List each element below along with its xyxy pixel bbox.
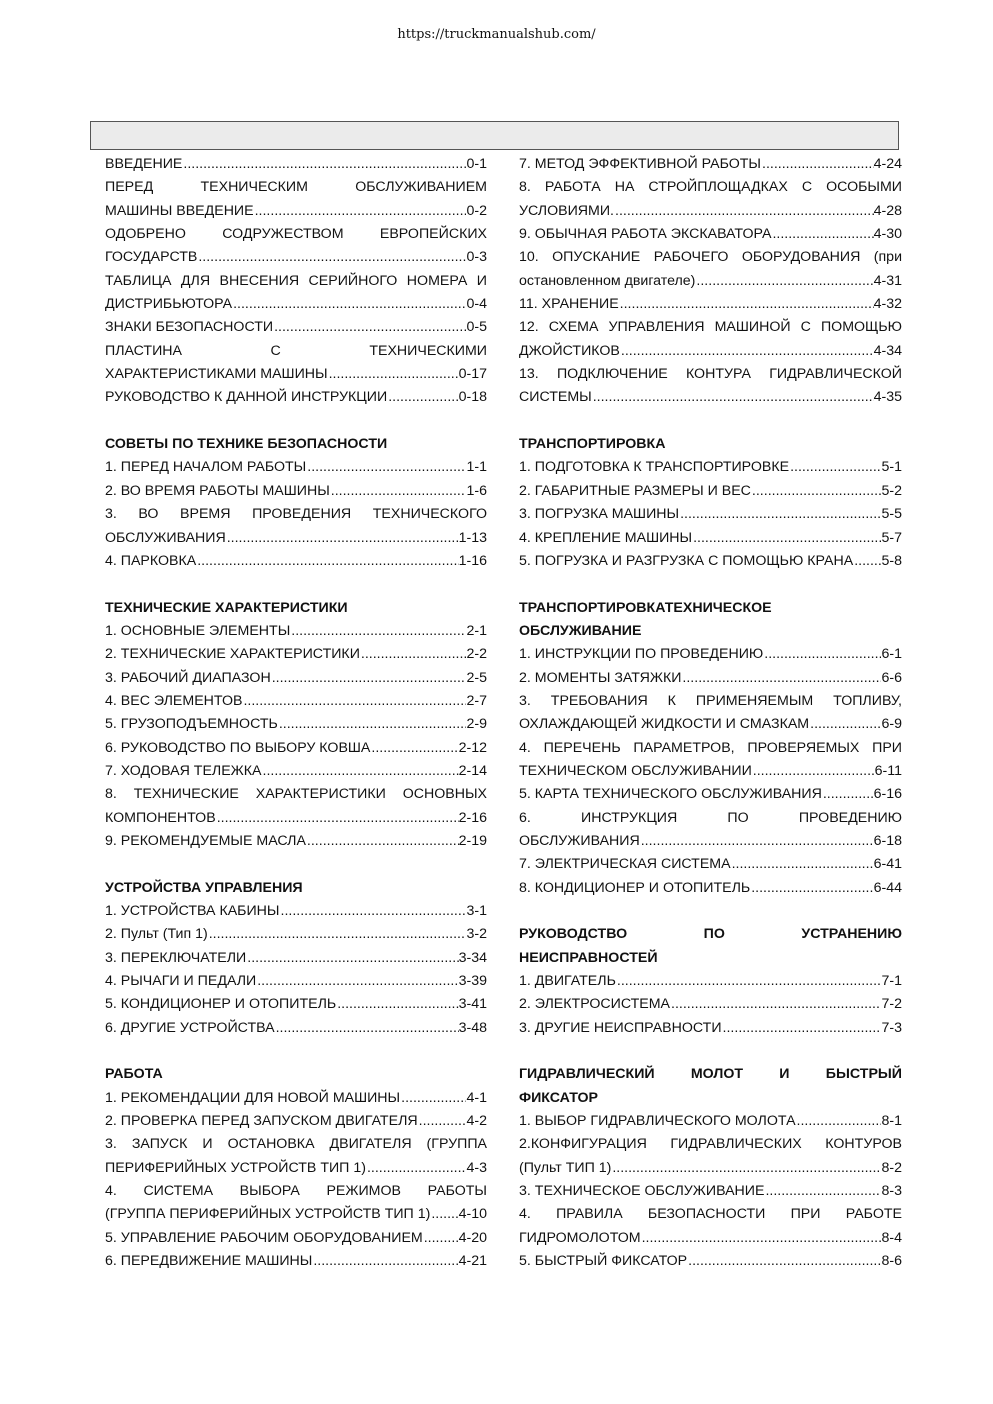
toc-page-number: 3-1: [466, 903, 487, 919]
toc-entry-title: 3. ДРУГИЕ НЕИСПРАВНОСТИ: [519, 1019, 722, 1036]
toc-page-number: 4-28: [873, 202, 902, 219]
toc-entry-title: 7. ХОДОВАЯ ТЕЛЕЖКА: [105, 762, 262, 779]
toc-page-number: 1-1: [466, 459, 487, 476]
toc-page-number: 0-3: [466, 249, 487, 266]
toc-entry-line[interactable]: 3. ТРЕБОВАНИЯ К ПРИМЕНЯЕМЫМ ТОПЛИВУ,: [519, 692, 902, 709]
section-gap: [105, 853, 487, 876]
toc-page-number: 6-11: [874, 762, 902, 779]
toc-entry-title: КОМПОНЕНТОВ: [105, 809, 216, 826]
toc-entry[interactable]: [519, 386, 902, 409]
section-heading: ТРАНСПОРТИРОВКА: [519, 436, 666, 453]
toc-entry[interactable]: [105, 246, 487, 269]
dot-leader: [751, 480, 882, 503]
toc-entry[interactable]: [105, 807, 487, 830]
dot-leader: [641, 1227, 882, 1250]
section-heading: ОБСЛУЖИВАНИЕ: [519, 622, 642, 639]
toc-page-number: 2-5: [466, 669, 487, 686]
toc-entry-title: 5. КАРТА ТЕХНИЧЕСКОГО ОБСЛУЖИВАНИЯ: [519, 786, 822, 803]
toc-entry-line[interactable]: 4. ПРАВИЛА БЕЗОПАСНОСТИ ПРИ РАБОТЕ: [519, 1206, 902, 1223]
toc-entry-title: 3. ПОГРУЗКА МАШИНЫ: [519, 506, 680, 523]
toc-page-number: 4-21: [458, 1253, 487, 1270]
toc-entry-title: 6. ПЕРЕДВИЖЕНИЕ МАШИНЫ: [105, 1253, 313, 1270]
toc-entry-title: 1. ВЫБОР ГИДРАВЛИЧЕСКОГО МОЛОТА: [519, 1113, 796, 1130]
dot-leader: [423, 1227, 459, 1250]
toc-page-number: 5-7: [881, 529, 902, 546]
dot-leader: [796, 1110, 882, 1133]
toc-entry-title: 2. ГАБАРИТНЫЕ РАЗМЕРЫ И ВЕС: [519, 482, 751, 499]
toc-entry-title: 2. ПРОВЕРКА ПЕРЕД ЗАПУСКОМ ДВИГАТЕЛЯ: [105, 1113, 418, 1130]
toc-entry-title: (ГРУППА ПЕРИФЕРИЙНЫХ УСТРОЙСТВ ТИП 1): [105, 1206, 431, 1223]
toc-page-number: 2-7: [466, 692, 487, 709]
section-heading: РАБОТА: [105, 1066, 163, 1083]
toc-entry-title: МАШИНЫ ВВЕДЕНИЕ: [105, 202, 254, 219]
toc-entry[interactable]: [519, 667, 902, 690]
toc-entry-title: ДЖОЙСТИКОВ: [519, 342, 620, 359]
toc-page-number: 3-2: [466, 926, 487, 943]
toc-entry-title: ТЕХНИЧЕСКОМ ОБСЛУЖИВАНИИ: [519, 762, 752, 779]
toc-page-number: 8-3: [881, 1183, 902, 1200]
toc-page-number: 1-6: [466, 482, 487, 499]
toc-entry-line[interactable]: 4. ПЕРЕЧЕНЬ ПАРАМЕТРОВ, ПРОВЕРЯЕМЫХ ПРИ: [519, 739, 902, 756]
dot-leader: [853, 550, 881, 573]
toc-entry-line[interactable]: ПЕРЕД ТЕХНИЧЕСКИМ ОБСЛУЖИВАНИЕМ: [105, 179, 487, 196]
toc-page-number: 4-35: [873, 389, 902, 406]
toc-entry[interactable]: [105, 1110, 487, 1133]
dot-leader: [232, 293, 466, 316]
toc-page-number: 2-19: [458, 832, 487, 849]
toc-entry[interactable]: [105, 620, 487, 643]
dot-leader: [763, 643, 881, 666]
toc-page-number: 4-31: [873, 272, 902, 289]
toc-page-number: 6-9: [881, 716, 902, 733]
toc-entry[interactable]: [105, 1087, 487, 1110]
dot-leader: [275, 1017, 459, 1040]
toc-page-number: 4-2: [466, 1113, 487, 1130]
toc-page-number: 0-2: [466, 202, 487, 219]
toc-entry-title: РУКОВОДСТВО К ДАННОЙ ИНСТРУКЦИИ: [105, 389, 388, 406]
section-gap: [105, 573, 487, 596]
section-heading: СОВЕТЫ ПО ТЕХНИКЕ БЕЗОПАСНОСТИ: [105, 436, 388, 453]
toc-entry-title: 2. МОМЕНТЫ ЗАТЯЖКИ: [519, 669, 682, 686]
toc-entry[interactable]: [105, 316, 487, 339]
toc-entry[interactable]: [105, 830, 487, 853]
toc-entry-title: 1. ПЕРЕД НАЧАЛОМ РАБОТЫ: [105, 459, 307, 476]
toc-entry-line[interactable]: ПЛАСТИНА С ТЕХНИЧЕСКИМИ: [105, 342, 487, 359]
toc-entry[interactable]: [519, 270, 902, 293]
dot-leader: [262, 760, 459, 783]
toc-page-number: 3-39: [458, 973, 487, 990]
dot-leader: [750, 877, 873, 900]
toc-page-number: 6-18: [873, 832, 902, 849]
dot-leader: [306, 830, 459, 853]
toc-entry-line[interactable]: 12. СХЕМА УПРАВЛЕНИЯ МАШИНОЙ С ПОМОЩЬЮ: [519, 319, 902, 336]
dot-leader: [692, 527, 881, 550]
toc-entry-title: 5. КОНДИЦИОНЕР И ОТОПИТЕЛЬ: [105, 996, 337, 1013]
dot-leader: [290, 620, 466, 643]
dot-leader: [681, 667, 881, 690]
dot-leader: [400, 1087, 466, 1110]
section-gap: [105, 410, 487, 433]
toc-entry-title: 11. ХРАНЕНИЕ: [519, 296, 619, 313]
dot-leader: [619, 293, 874, 316]
toc-entry-title: 1. РЕКОМЕНДАЦИИ ДЛЯ НОВОЙ МАШИНЫ: [105, 1089, 401, 1106]
toc-page-number: 3-48: [458, 1019, 487, 1036]
toc-page-number: 2-14: [458, 762, 487, 779]
toc-entry[interactable]: [519, 480, 902, 503]
toc-page-number: 4-24: [873, 156, 902, 172]
toc-entry-title: 5. ПОГРУЗКА И РАЗГРУЗКА С ПОМОЩЬЮ КРАНА: [519, 552, 854, 569]
toc-entry-title: ЗНАКИ БЕЗОПАСНОСТИ: [105, 319, 274, 336]
toc-entry[interactable]: [519, 550, 902, 573]
toc-entry-title: ДИСТРИБЬЮТОРА: [105, 296, 233, 313]
dot-leader: [336, 993, 458, 1016]
dot-leader: [246, 947, 458, 970]
toc-entry-title: 7. МЕТОД ЭФФЕКТИВНОЙ РАБОТЫ: [519, 156, 761, 172]
toc-entry[interactable]: [519, 1250, 902, 1273]
toc-entry-title: 5. ГРУЗОПОДЪЕМНОСТЬ: [105, 716, 278, 733]
toc-page-number: 6-6: [881, 669, 902, 686]
toc-entry-title: 4. ПАРКОВКА: [105, 552, 197, 569]
toc-entry[interactable]: [519, 527, 902, 550]
section-heading: ТЕХНИЧЕСКИЕ ХАРАКТЕРИСТИКИ: [105, 599, 348, 616]
toc-entry[interactable]: [519, 1227, 902, 1250]
dot-leader: [197, 246, 466, 269]
toc-entry[interactable]: [105, 153, 487, 176]
section-heading: РУКОВОДСТВО ПО УСТРАНЕНИЮ: [519, 926, 902, 943]
toc-page-number: 8-1: [881, 1113, 902, 1130]
toc-entry-title: 2. ЭЛЕКТРОСИСТЕМА: [519, 996, 671, 1013]
dot-leader: [789, 456, 881, 479]
toc-entry-line[interactable]: 8. ТЕХНИЧЕСКИЕ ХАРАКТЕРИСТИКИ ОСНОВНЫХ: [105, 786, 487, 803]
toc-entry[interactable]: [105, 947, 487, 970]
toc-page-number: 7-1: [881, 973, 902, 990]
toc-entry[interactable]: [105, 923, 487, 946]
toc-entry-line[interactable]: 3. ЗАПУСК И ОСТАНОВКА ДВИГАТЕЛЯ (ГРУППА: [105, 1136, 487, 1153]
toc-entry[interactable]: [519, 223, 902, 246]
toc-entry[interactable]: [519, 456, 902, 479]
dot-leader: [196, 550, 458, 573]
toc-entry[interactable]: [105, 200, 487, 223]
dot-leader: [614, 200, 874, 223]
toc-entry-title: 1. ОСНОВНЫЕ ЭЛЕМЕНТЫ: [105, 622, 291, 639]
dot-leader: [387, 386, 458, 409]
dot-leader: [256, 970, 458, 993]
toc-entry[interactable]: [105, 293, 487, 316]
toc-entry[interactable]: [519, 1110, 902, 1133]
toc-page-number: 0-4: [466, 296, 487, 313]
toc-entry[interactable]: [105, 760, 487, 783]
toc-page-number: 8-4: [881, 1229, 902, 1246]
toc-entry[interactable]: [105, 1157, 487, 1180]
toc-entry[interactable]: [519, 153, 902, 176]
toc-page-number: 5-8: [881, 552, 902, 569]
toc-entry[interactable]: [519, 970, 902, 993]
toc-entry[interactable]: [519, 760, 902, 783]
section-gap: [519, 410, 902, 433]
toc-entry-title: ОБСЛУЖИВАНИЯ: [105, 529, 226, 546]
toc-entry[interactable]: [105, 900, 487, 923]
dot-leader: [370, 737, 458, 760]
toc-entry[interactable]: [105, 456, 487, 479]
toc-page-number: 3-34: [458, 949, 487, 966]
toc-entry-title: 5. УПРАВЛЕНИЕ РАБОЧИМ ОБОРУДОВАНИЕМ: [105, 1229, 423, 1246]
toc-entry-title: 1. ДВИГАТЕЛЬ: [519, 973, 616, 990]
toc-entry-title: 3. ТЕХНИЧЕСКОЕ ОБСЛУЖИВАНИЕ: [519, 1183, 765, 1200]
toc-entry[interactable]: [519, 293, 902, 316]
toc-page-number: 4-10: [458, 1206, 487, 1223]
dot-leader: [366, 1157, 467, 1180]
toc-page-number: 0-1: [466, 156, 487, 172]
toc-entry-line[interactable]: 3. ВО ВРЕМЯ ПРОВЕДЕНИЯ ТЕХНИЧЕСКОГО: [105, 506, 487, 523]
toc-entry[interactable]: [105, 993, 487, 1016]
section-heading: ГИДРАВЛИЧЕСКИЙ МОЛОТ И БЫСТРЫЙ: [519, 1066, 902, 1083]
toc-entry-title: 2. ВО ВРЕМЯ РАБОТЫ МАШИНЫ: [105, 482, 330, 499]
toc-entry[interactable]: [105, 363, 487, 386]
toc-entry[interactable]: [105, 527, 487, 550]
toc-entry-title: 4. ВЕС ЭЛЕМЕНТОВ: [105, 692, 243, 709]
toc-entry-title: 2. ТЕХНИЧЕСКИЕ ХАРАКТЕРИСТИКИ: [105, 646, 360, 663]
dot-leader: [280, 900, 467, 923]
toc-entry-title: 9. РЕКОМЕНДУЕМЫЕ МАСЛА: [105, 832, 306, 849]
toc-entry-title: 1. УСТРОЙСТВА КАБИНЫ: [105, 903, 280, 919]
toc-right-column: [519, 153, 902, 1274]
toc-entry[interactable]: [519, 993, 902, 1016]
toc-entry-title: ОБСЛУЖИВАНИЯ: [519, 832, 640, 849]
toc-entry[interactable]: [519, 830, 902, 853]
toc-entry[interactable]: [519, 713, 902, 736]
toc-entry-title: ПЕРИФЕРИЙНЫХ УСТРОЙСТВ ТИП 1): [105, 1159, 366, 1176]
toc-entry-title: 4. КРЕПЛЕНИЕ МАШИНЫ: [519, 529, 693, 546]
toc-page-number: 2-9: [466, 716, 487, 733]
toc-entry-line[interactable]: ТАБЛИЦА ДЛЯ ВНЕСЕНИЯ СЕРИЙНОГО НОМЕРА И: [105, 272, 487, 289]
dot-leader: [679, 503, 881, 526]
toc-page-number: 8-6: [881, 1253, 902, 1270]
dot-leader: [360, 643, 467, 666]
toc-entry[interactable]: [105, 1227, 487, 1250]
toc-entry[interactable]: [105, 713, 487, 736]
toc-entry[interactable]: [519, 200, 902, 223]
dot-leader: [216, 807, 459, 830]
toc-entry-title: остановленном двигателе): [519, 272, 696, 289]
toc-entry-title: 2. Пульт (Тип 1): [105, 926, 208, 943]
section-gap: [105, 1040, 487, 1063]
toc-entry-title: ОХЛАЖДАЮЩЕЙ ЖИДКОСТИ И СМАЗКАМ: [519, 716, 810, 733]
section-heading: ТРАНСПОРТИРОВКАТЕХНИЧЕСКОЕ: [519, 599, 772, 616]
toc-entry[interactable]: [519, 1017, 902, 1040]
dot-leader: [771, 223, 873, 246]
toc-page-number: 4-34: [873, 342, 902, 359]
toc-entry-title: УСЛОВИЯМИ.: [519, 202, 614, 219]
toc-page-number: 0-17: [458, 366, 487, 383]
toc-page-number: 7-2: [881, 996, 902, 1013]
toc-entry-line[interactable]: 4. СИСТЕМА ВЫБОРА РЕЖИМОВ РАБОТЫ: [105, 1183, 487, 1200]
dot-leader: [722, 1017, 882, 1040]
toc-page-number: 3-41: [458, 996, 487, 1013]
toc-page-number: 2-16: [458, 809, 487, 826]
header-bar: [90, 121, 899, 150]
dot-leader: [430, 1203, 458, 1226]
toc-page-number: 0-18: [458, 389, 487, 406]
toc-entry-title: 1. ИНСТРУКЦИИ ПО ПРОВЕДЕНИЮ: [519, 646, 764, 663]
toc-page-number: 6-16: [873, 786, 902, 803]
toc-entry-title: 8. КОНДИЦИОНЕР И ОТОПИТЕЛЬ: [519, 879, 751, 896]
toc-entry-line[interactable]: 13. ПОДКЛЮЧЕНИЕ КОНТУРА ГИДРАВЛИЧЕСКОЙ: [519, 366, 902, 383]
toc-entry[interactable]: [105, 643, 487, 666]
section-heading: УСТРОЙСТВА УПРАВЛЕНИЯ: [105, 879, 303, 896]
toc-entry[interactable]: [105, 1250, 487, 1273]
dot-leader: [208, 923, 467, 946]
toc-left-column: [105, 153, 487, 1274]
toc-page-number: 0-5: [466, 319, 487, 336]
toc-entry-title: 9. ОБЫЧНАЯ РАБОТА ЭКСКАВАТОРА: [519, 226, 772, 243]
toc-entry[interactable]: [105, 1017, 487, 1040]
toc-page-number: 4-20: [458, 1229, 487, 1246]
toc-entry-title: СИСТЕМЫ: [519, 389, 592, 406]
toc-entry-title: 5. БЫСТРЫЙ ФИКСАТОР: [519, 1253, 688, 1270]
section-gap: [519, 1040, 902, 1063]
toc-entry[interactable]: [519, 503, 902, 526]
toc-entry-title: ВВЕДЕНИЕ: [105, 156, 183, 172]
toc-entry[interactable]: [519, 877, 902, 900]
toc-entry[interactable]: [105, 480, 487, 503]
toc-entry-line[interactable]: 8. РАБОТА НА СТРОЙПЛОЩАДКАХ С ОСОБЫМИ: [519, 179, 902, 196]
dot-leader: [640, 830, 874, 853]
toc-entry-title: 7. ЭЛЕКТРИЧЕСКАЯ СИСТЕМА: [519, 856, 731, 873]
dot-leader: [761, 153, 874, 176]
toc-page-number: 6-41: [873, 856, 902, 873]
toc-page-number: 4-32: [873, 296, 902, 313]
dot-leader: [731, 853, 874, 876]
dot-leader: [687, 1250, 881, 1273]
toc-page-number: 2-2: [466, 646, 487, 663]
toc-page-number: 7-3: [881, 1019, 902, 1036]
dot-leader: [764, 1180, 881, 1203]
dot-leader: [695, 270, 873, 293]
toc-page-number: 5-1: [881, 459, 902, 476]
toc-page-number: 2-12: [458, 739, 487, 756]
toc-page-number: 8-2: [881, 1159, 902, 1176]
section-gap: [519, 573, 902, 596]
toc-entry-line[interactable]: 6. ИНСТРУКЦИЯ ПО ПРОВЕДЕНИЮ: [519, 809, 902, 826]
toc-page-number: 2-1: [466, 622, 487, 639]
toc-entry[interactable]: [105, 970, 487, 993]
toc-entry-title: 4. РЫЧАГИ И ПЕДАЛИ: [105, 973, 257, 990]
toc-entry[interactable]: [105, 550, 487, 573]
toc-page-number: 1-16: [458, 552, 487, 569]
toc-entry-line[interactable]: ОДОБРЕНО СОДРУЖЕСТВОМ ЕВРОПЕЙСКИХ: [105, 226, 487, 243]
toc-page-number: 6-44: [873, 879, 902, 896]
toc-entry[interactable]: [519, 340, 902, 363]
dot-leader: [822, 783, 874, 806]
toc-entry[interactable]: [519, 853, 902, 876]
toc-entry-title: 1. ПОДГОТОВКА К ТРАНСПОРТИРОВКЕ: [519, 459, 790, 476]
toc-entry-title: (Пульт ТИП 1): [519, 1159, 612, 1176]
toc-entry-title: ХАРАКТЕРИСТИКАМИ МАШИНЫ: [105, 366, 328, 383]
page-url: https://truckmanualshub.com/: [397, 27, 596, 42]
toc-page-number: 4-30: [873, 226, 902, 243]
toc-entry[interactable]: [105, 1203, 487, 1226]
dot-leader: [226, 527, 459, 550]
toc-entry-title: ГИДРОМОЛОТОМ: [519, 1229, 641, 1246]
dot-leader: [611, 1157, 881, 1180]
dot-leader: [328, 363, 459, 386]
toc-entry[interactable]: [519, 1180, 902, 1203]
toc-entry-title: 6. ДРУГИЕ УСТРОЙСТВА: [105, 1019, 275, 1036]
toc-entry-title: 3. ПЕРЕКЛЮЧАТЕЛИ: [105, 949, 247, 966]
toc-entry-line[interactable]: 2.КОНФИГУРАЦИЯ ГИДРАВЛИЧЕСКИХ КОНТУРОВ: [519, 1136, 902, 1153]
toc-page-number: 4-3: [466, 1159, 487, 1176]
toc-entry-line[interactable]: 10. ОПУСКАНИЕ РАБОЧЕГО ОБОРУДОВАНИЯ (при: [519, 249, 902, 266]
dot-leader: [182, 153, 466, 176]
toc-page-number: 5-2: [881, 482, 902, 499]
toc-entry-title: 3. РАБОЧИЙ ДИАПАЗОН: [105, 669, 271, 686]
dot-leader: [306, 456, 466, 479]
dot-leader: [620, 340, 874, 363]
toc-entry[interactable]: [105, 386, 487, 409]
dot-leader: [418, 1110, 467, 1133]
dot-leader: [330, 480, 467, 503]
toc-page-number: 4-1: [466, 1089, 487, 1106]
toc-entry-title: ГОСУДАРСТВ: [105, 249, 198, 266]
dot-leader: [312, 1250, 458, 1273]
dot-leader: [752, 760, 875, 783]
toc-entry-title: 6. РУКОВОДСТВО ПО ВЫБОРУ КОВША: [105, 739, 371, 756]
dot-leader: [278, 713, 467, 736]
toc-page-number: 1-13: [458, 529, 487, 546]
dot-leader: [254, 200, 467, 223]
toc-entry[interactable]: [519, 783, 902, 806]
toc-entry[interactable]: [105, 690, 487, 713]
dot-leader: [809, 713, 881, 736]
dot-leader: [616, 970, 882, 993]
dot-leader: [592, 386, 874, 409]
dot-leader: [271, 667, 467, 690]
toc-entry[interactable]: [105, 667, 487, 690]
section-heading: ФИКСАТОР: [519, 1089, 599, 1106]
toc-entry[interactable]: [519, 643, 902, 666]
toc-page-number: 5-5: [881, 506, 902, 523]
dot-leader: [273, 316, 466, 339]
dot-leader: [242, 690, 466, 713]
toc-entry[interactable]: [519, 1157, 902, 1180]
toc-entry[interactable]: [105, 737, 487, 760]
dot-leader: [670, 993, 881, 1016]
toc-page-number: 6-1: [881, 646, 902, 663]
section-heading: НЕИСПРАВНОСТЕЙ: [519, 949, 658, 966]
section-gap: [519, 900, 902, 923]
